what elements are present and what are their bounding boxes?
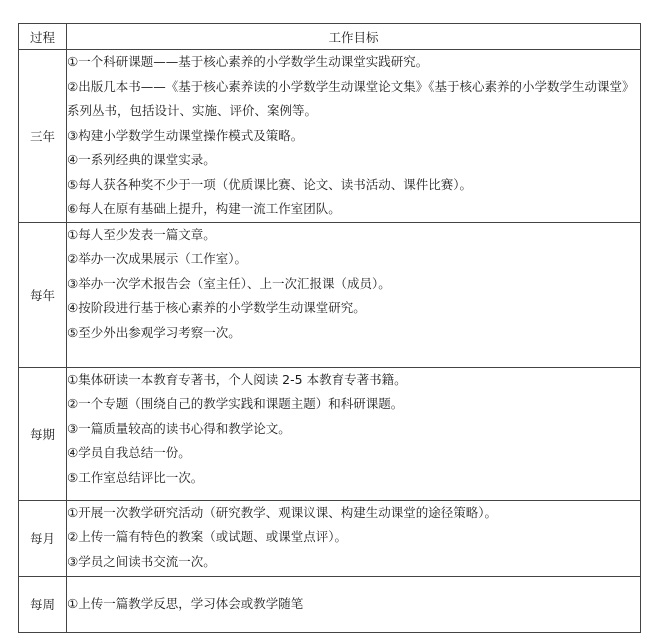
goal-item: ①开展一次教学研究活动（研究教学、观课议课、构建生动课堂的途径策略）。 bbox=[67, 504, 497, 520]
goal-item: ①上传一篇教学反思，学习体会或教学随笔 bbox=[67, 595, 304, 611]
goal-cell bbox=[67, 50, 641, 223]
table-row bbox=[19, 576, 641, 632]
goal-item: ①每人至少发表一篇文章。 bbox=[67, 226, 216, 242]
stage-cell: 每期 bbox=[19, 367, 67, 500]
goal-item: ②举办一次成果展示（工作室）。 bbox=[67, 251, 247, 266]
goal-item: ①一个科研课题——基于核心素养的小学数学生动课堂实践研究。 bbox=[67, 54, 429, 69]
header-goal: 工作目标 bbox=[67, 24, 641, 50]
goal-item: ④一系列经典的课堂实录。 bbox=[67, 152, 216, 167]
goal-item: ②一个专题（围绕自己的教学实践和课题主题）和科研课题。 bbox=[67, 396, 404, 411]
goal-item: ④按阶段进行基于核心素养的小学数学生动课堂研究。 bbox=[67, 300, 366, 315]
goal-item: ④学员自我总结一份。 bbox=[67, 445, 191, 460]
stage-cell: 三年 bbox=[19, 50, 67, 223]
stage-cell: 每年 bbox=[19, 222, 67, 367]
stage-cell: 每月 bbox=[19, 500, 67, 576]
goal-item: ③构建小学数学生动课堂操作模式及策略。 bbox=[67, 127, 304, 143]
goals-sheet bbox=[18, 23, 640, 633]
goal-item: ⑥每人在原有基础上提升，构建一流工作室团队。 bbox=[67, 201, 341, 216]
goal-item: ⑤工作室总结评比一次。 bbox=[67, 469, 204, 485]
goal-cell bbox=[67, 576, 641, 632]
table-row bbox=[19, 367, 641, 500]
header-row bbox=[19, 24, 641, 50]
work-goals-table bbox=[18, 23, 641, 633]
table-row bbox=[19, 50, 641, 223]
stage-cell: 每周 bbox=[19, 576, 67, 632]
goal-cell bbox=[67, 222, 641, 367]
header-stage: 过程 bbox=[19, 24, 67, 50]
goal-item: ③学员之间读书交流一次。 bbox=[67, 553, 216, 569]
goal-item: ⑤至少外出参观学习考察一次。 bbox=[67, 324, 241, 340]
goal-item: ③一篇质量较高的读书心得和教学论文。 bbox=[67, 420, 291, 436]
goal-item: ②出版几本书——《基于核心素养读的小学数学生动课堂论文集》《基于核心素养的小学数学生动课堂》系列丛书，包括设计、实施、评价、案例等。 bbox=[67, 78, 635, 118]
goal-item: ⑤每人获各种奖不少于一项（优质课比赛、论文、读书活动、课件比赛）。 bbox=[67, 176, 472, 192]
goal-item: ②上传一篇有特色的教案（或试题、或课堂点评）。 bbox=[67, 529, 347, 544]
goal-item: ①集体研读一本教育专著书，个人阅读 2-5 本教育专著书籍。 bbox=[67, 371, 407, 387]
goal-cell bbox=[67, 367, 641, 500]
table-row bbox=[19, 500, 641, 576]
table-row bbox=[19, 222, 641, 367]
goal-item: ③举办一次学术报告会（室主任）、上一次汇报课（成员）。 bbox=[67, 275, 391, 291]
goal-cell bbox=[67, 500, 641, 576]
